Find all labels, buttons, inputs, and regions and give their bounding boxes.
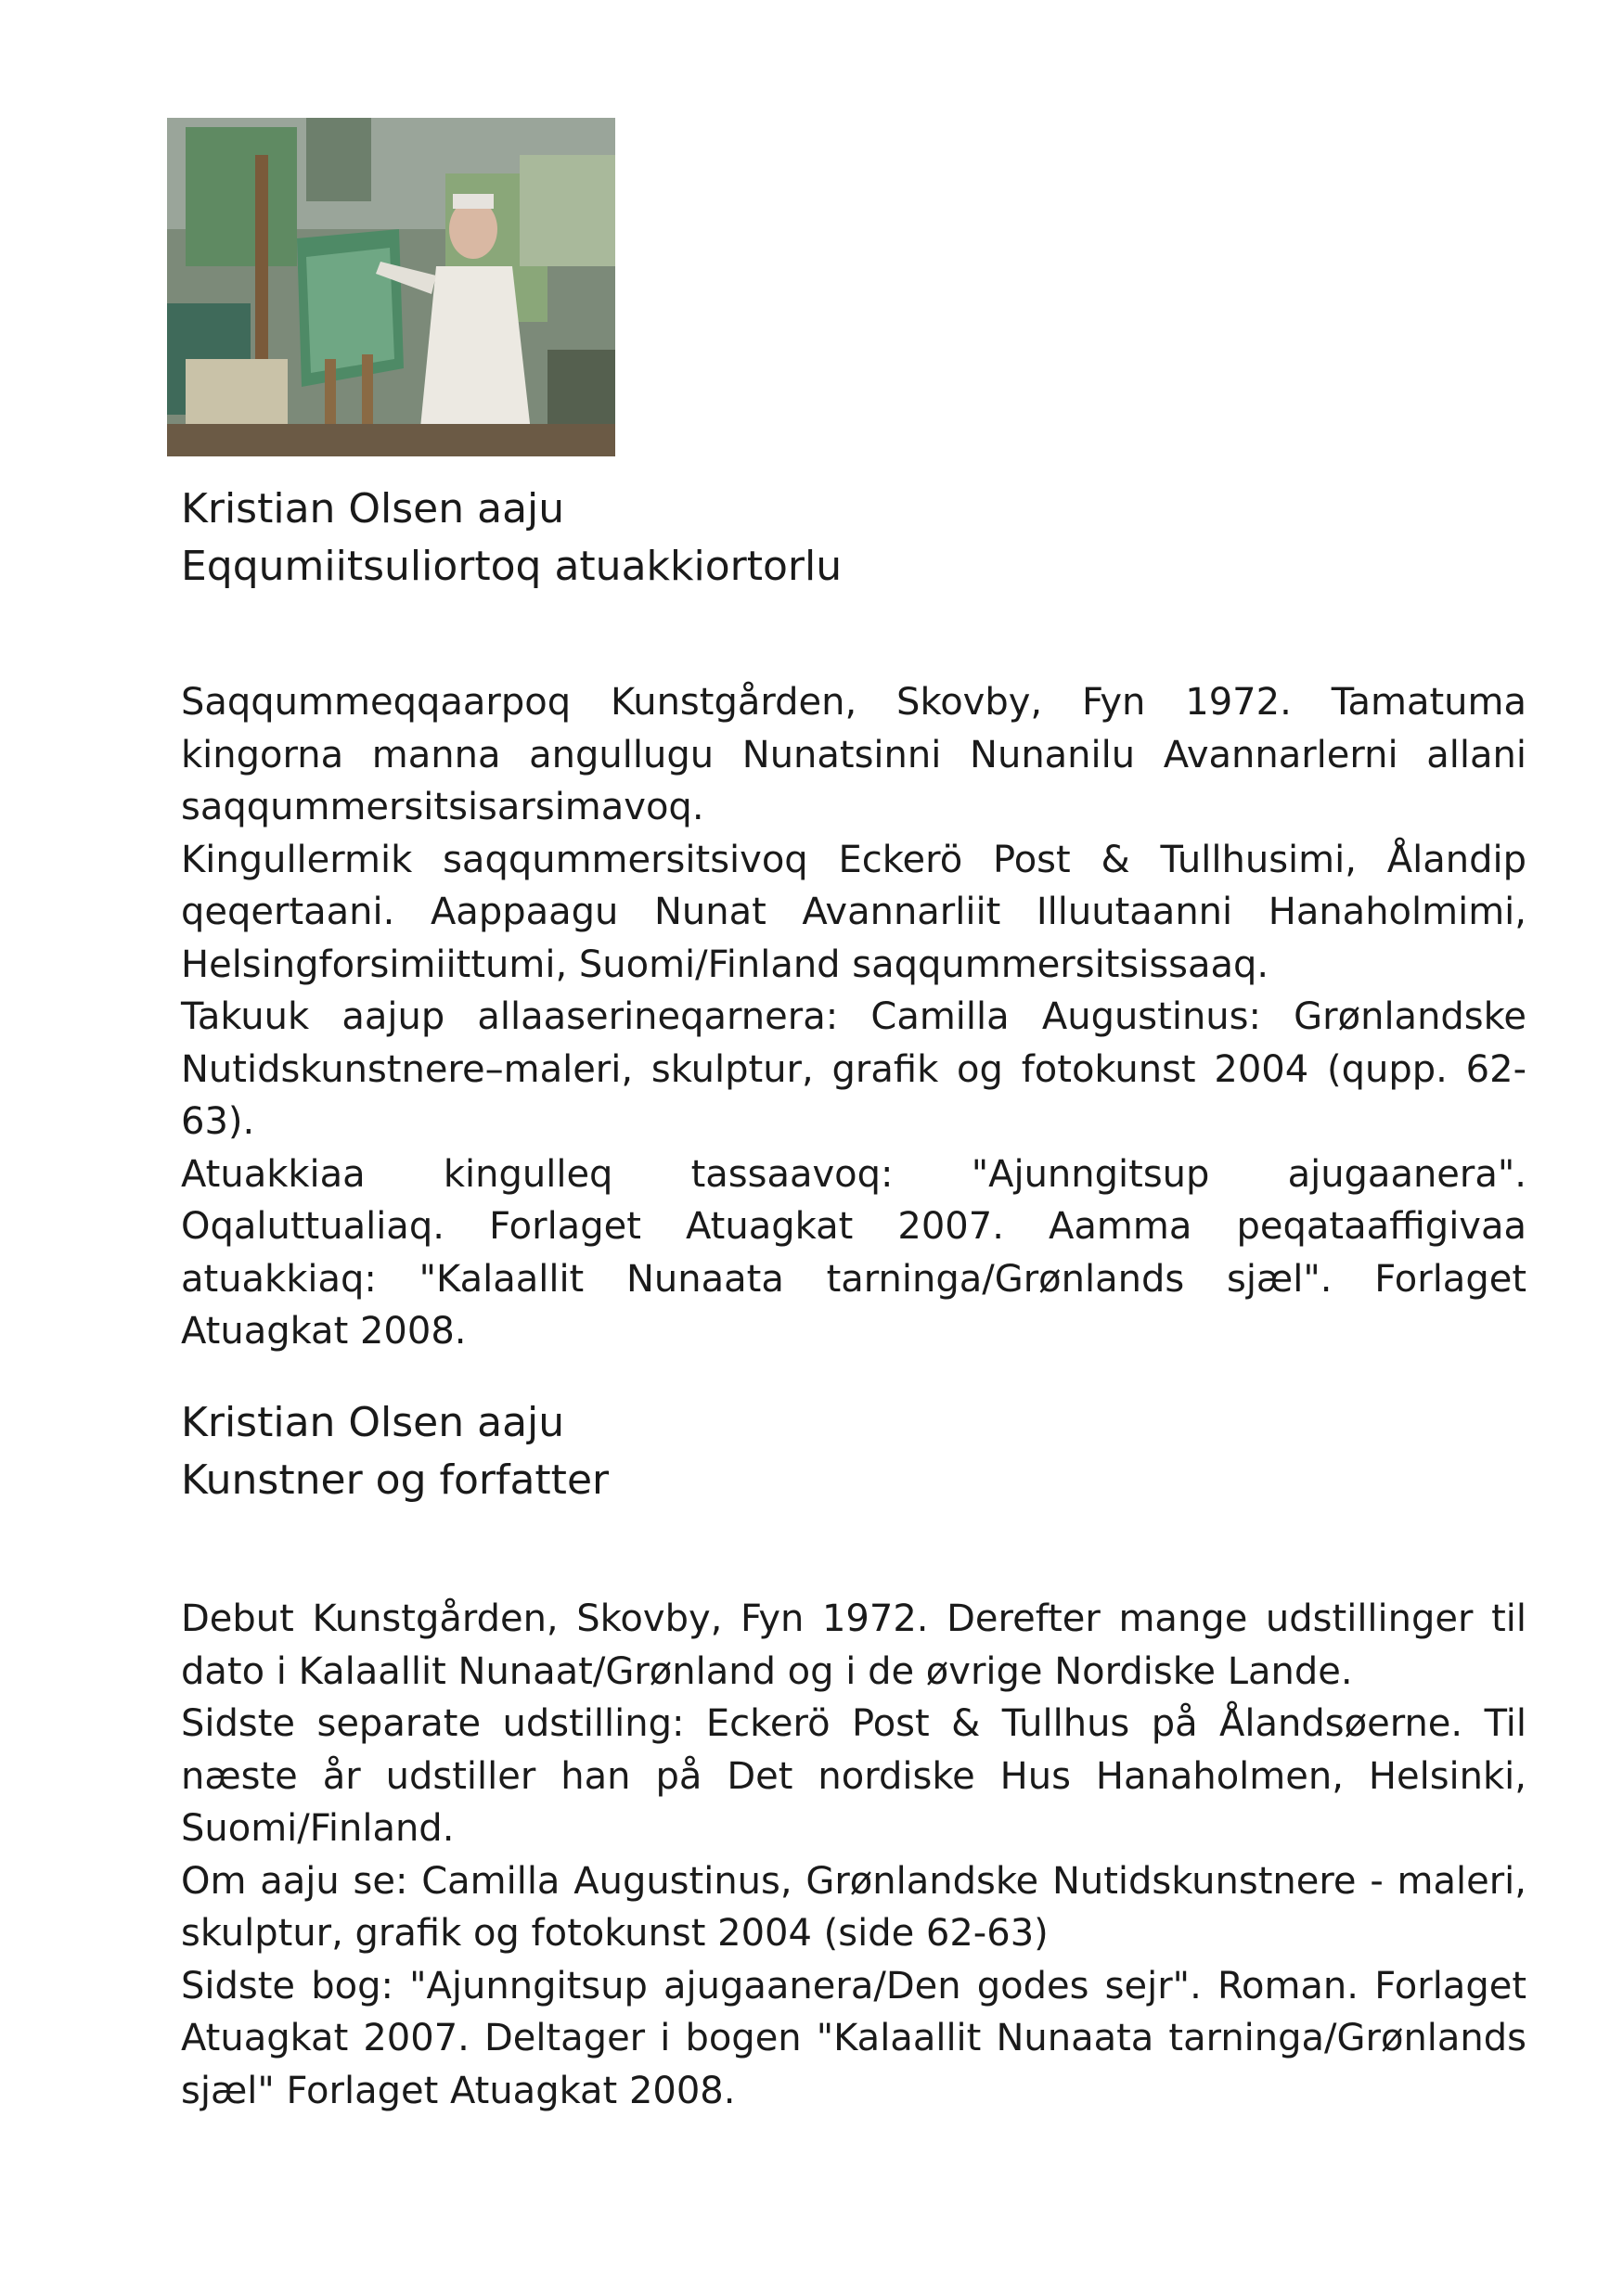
bio-paragraph: Atuakkiaa kingulleq tassaavoq: "Ajunngitsup ajugaanera". Oqaluttualiaq. Forlaget Atuagkat 2007. Aamma peqataaffigivaa atuakkiaq: "Kalaallit Nunaata tarninga/Grønlands sjæl". Forlaget Atuagkat 2008.: [181, 1152, 1526, 1353]
author-name: Kristian Olsen aaju: [181, 1399, 565, 1446]
bio-paragraph: Takuuk aajup allaaserineqarnera: Camilla Augustinus: Grønlandske Nutidskunstnere–maleri, skulptur, grafik og fotokunst 2004 (qupp. 62-63).: [181, 995, 1526, 1143]
author-name: Kristian Olsen aaju: [181, 485, 565, 532]
bio-paragraph: Sidste bog: "Ajunngitsup ajugaanera/Den godes sejr". Roman. Forlaget Atuagkat 2007. Deltager i bogen "Kalaallit Nunaata tarninga/Grønlands sjæl" Forlaget Atuagkat 2008.: [181, 1964, 1526, 2112]
bio-paragraph: Kingullermik saqqummersitsivoq Eckerö Post & Tullhusimi, Ålandip qeqertaani. Aappaagu Nunat Avannarliit Illuutaanni Hanaholmimi, Helsingforsimiittumi, Suomi/Finland saqqummersitsissaaq.: [181, 838, 1526, 986]
author-title: Eqqumiitsuliortoq atuakkiortorlu: [181, 543, 843, 590]
bio-paragraph: Saqqummeqqaarpoq Kunstgården, Skovby, Fyn 1972. Tamatuma kingorna manna angullugu Nunatsinni Nunanilu Avannarlerni allani saqqummersitsisarsimavoq.: [181, 681, 1526, 828]
author-title: Kunstner og forfatter: [181, 1456, 610, 1504]
section-danish: [181, 1394, 1526, 2117]
bio-paragraph: Sidste separate udstilling: Eckerö Post & Tullhus på Ålandsøerne. Til næste år udstiller han på Det nordiske Hus Hanaholmen, Helsinki, Suomi/Finland.: [181, 1702, 1526, 1850]
bio-paragraph: Om aaju se: Camilla Augustinus, Grønlandske Nutidskunstnere - maleri, skulptur, grafik og fotokunst 2004 (side 62-63): [181, 1859, 1526, 1955]
bio-body: [181, 676, 1526, 1358]
section-kalaallisut: [181, 481, 1526, 1358]
bio-body: [181, 1593, 1526, 2117]
bio-paragraph: Debut Kunstgården, Skovby, Fyn 1972. Derefter mange udstillinger til dato i Kalaallit Nunaat/Grønland og i de øvrige Nordiske Lande.: [181, 1597, 1526, 1693]
artist-photo: [167, 118, 615, 456]
